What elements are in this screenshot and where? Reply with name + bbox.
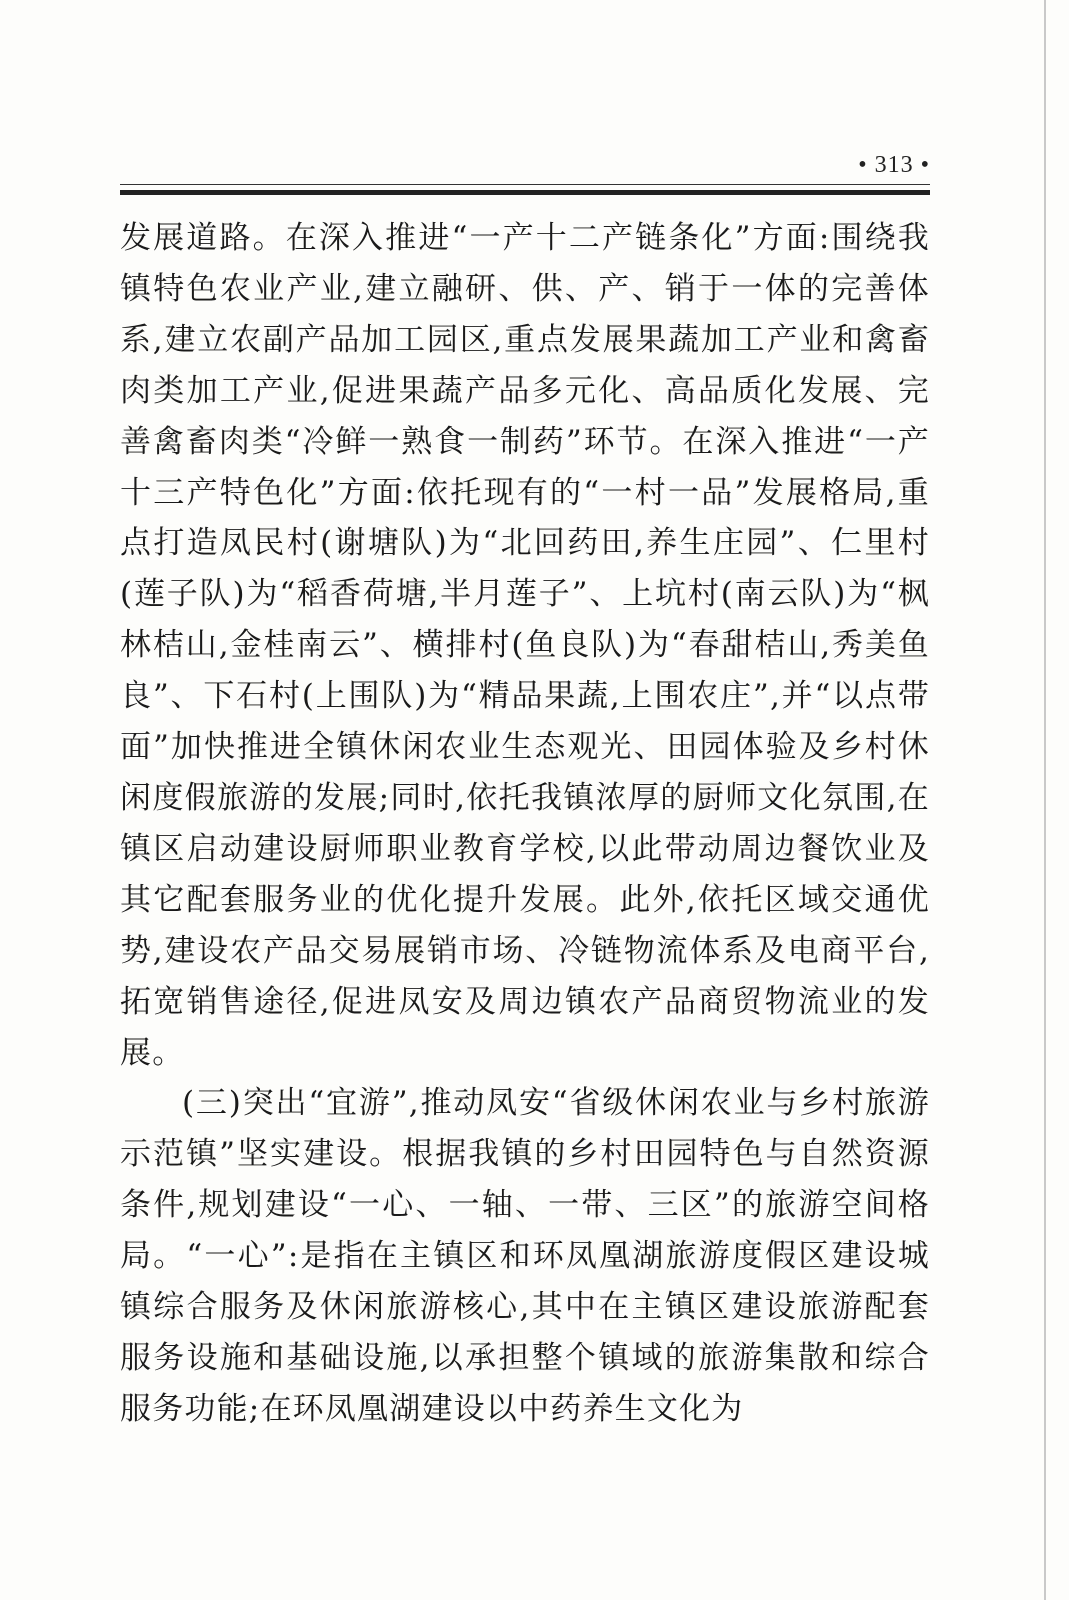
page-edge-divider [1044, 0, 1046, 1600]
header-rule-thin [120, 184, 930, 185]
body-text [120, 213, 930, 1435]
header-rule-thick [120, 190, 930, 195]
paragraph-tourism: (三)突出“宜游”,推动凤安“省级休闲农业与乡村旅游示范镇”坚实建设。根据我镇的乡村田园特色与自然资源条件,规划建设“一心、一轴、一带、三区”的旅游空间格局。“一心”:是指在主镇区和环凤凰湖旅游度假区建设城镇综合服务及休闲旅游核心,其中在主镇区建设旅游配套服务设施和基础设施,以承担整个镇域的旅游集散和综合服务功能;在环凤凰湖建设以中药养生文化为 [120, 1085, 930, 1427]
paragraph-continued: 发展道路。在深入推进“一产十二产链条化”方面:围绕我镇特色农业产业,建立融研、供、产、销于一体的完善体系,建立农副产品加工园区,重点发展果蔬加工产业和禽畜肉类加工产业,促进果蔬产品多元化、高品质化发展、完善禽畜肉类“冷鲜一熟食一制药”环节。在深入推进“一产十三产特色化”方面:依托现有的“一村一品”发展格局,重点打造凤民村(谢塘队)为“北回药田,养生庄园”、仁里村(莲子队)为“稻香荷塘,半月莲子”、上坑村(南云队)为“枫林桔山,金桂南云”、横排村(鱼良队)为“春甜桔山,秀美鱼良”、下石村(上围队)为“精品果蔬,上围农庄”,并“以点带面”加快推进全镇休闲农业生态观光、田园体验及乡村休闲度假旅游的发展;同时,依托我镇浓厚的厨师文化氛围,在镇区启动建设厨师职业教育学校,以此带动周边餐饮业及其它配套服务业的优化提升发展。此外,依托区域交通优势,建设农产品交易展销市场、冷链物流体系及电商平台,拓宽销售途径,促进凤安及周边镇农产品商贸物流业的发展。 [120, 220, 930, 1071]
page-number: • 313 • [858, 152, 930, 178]
